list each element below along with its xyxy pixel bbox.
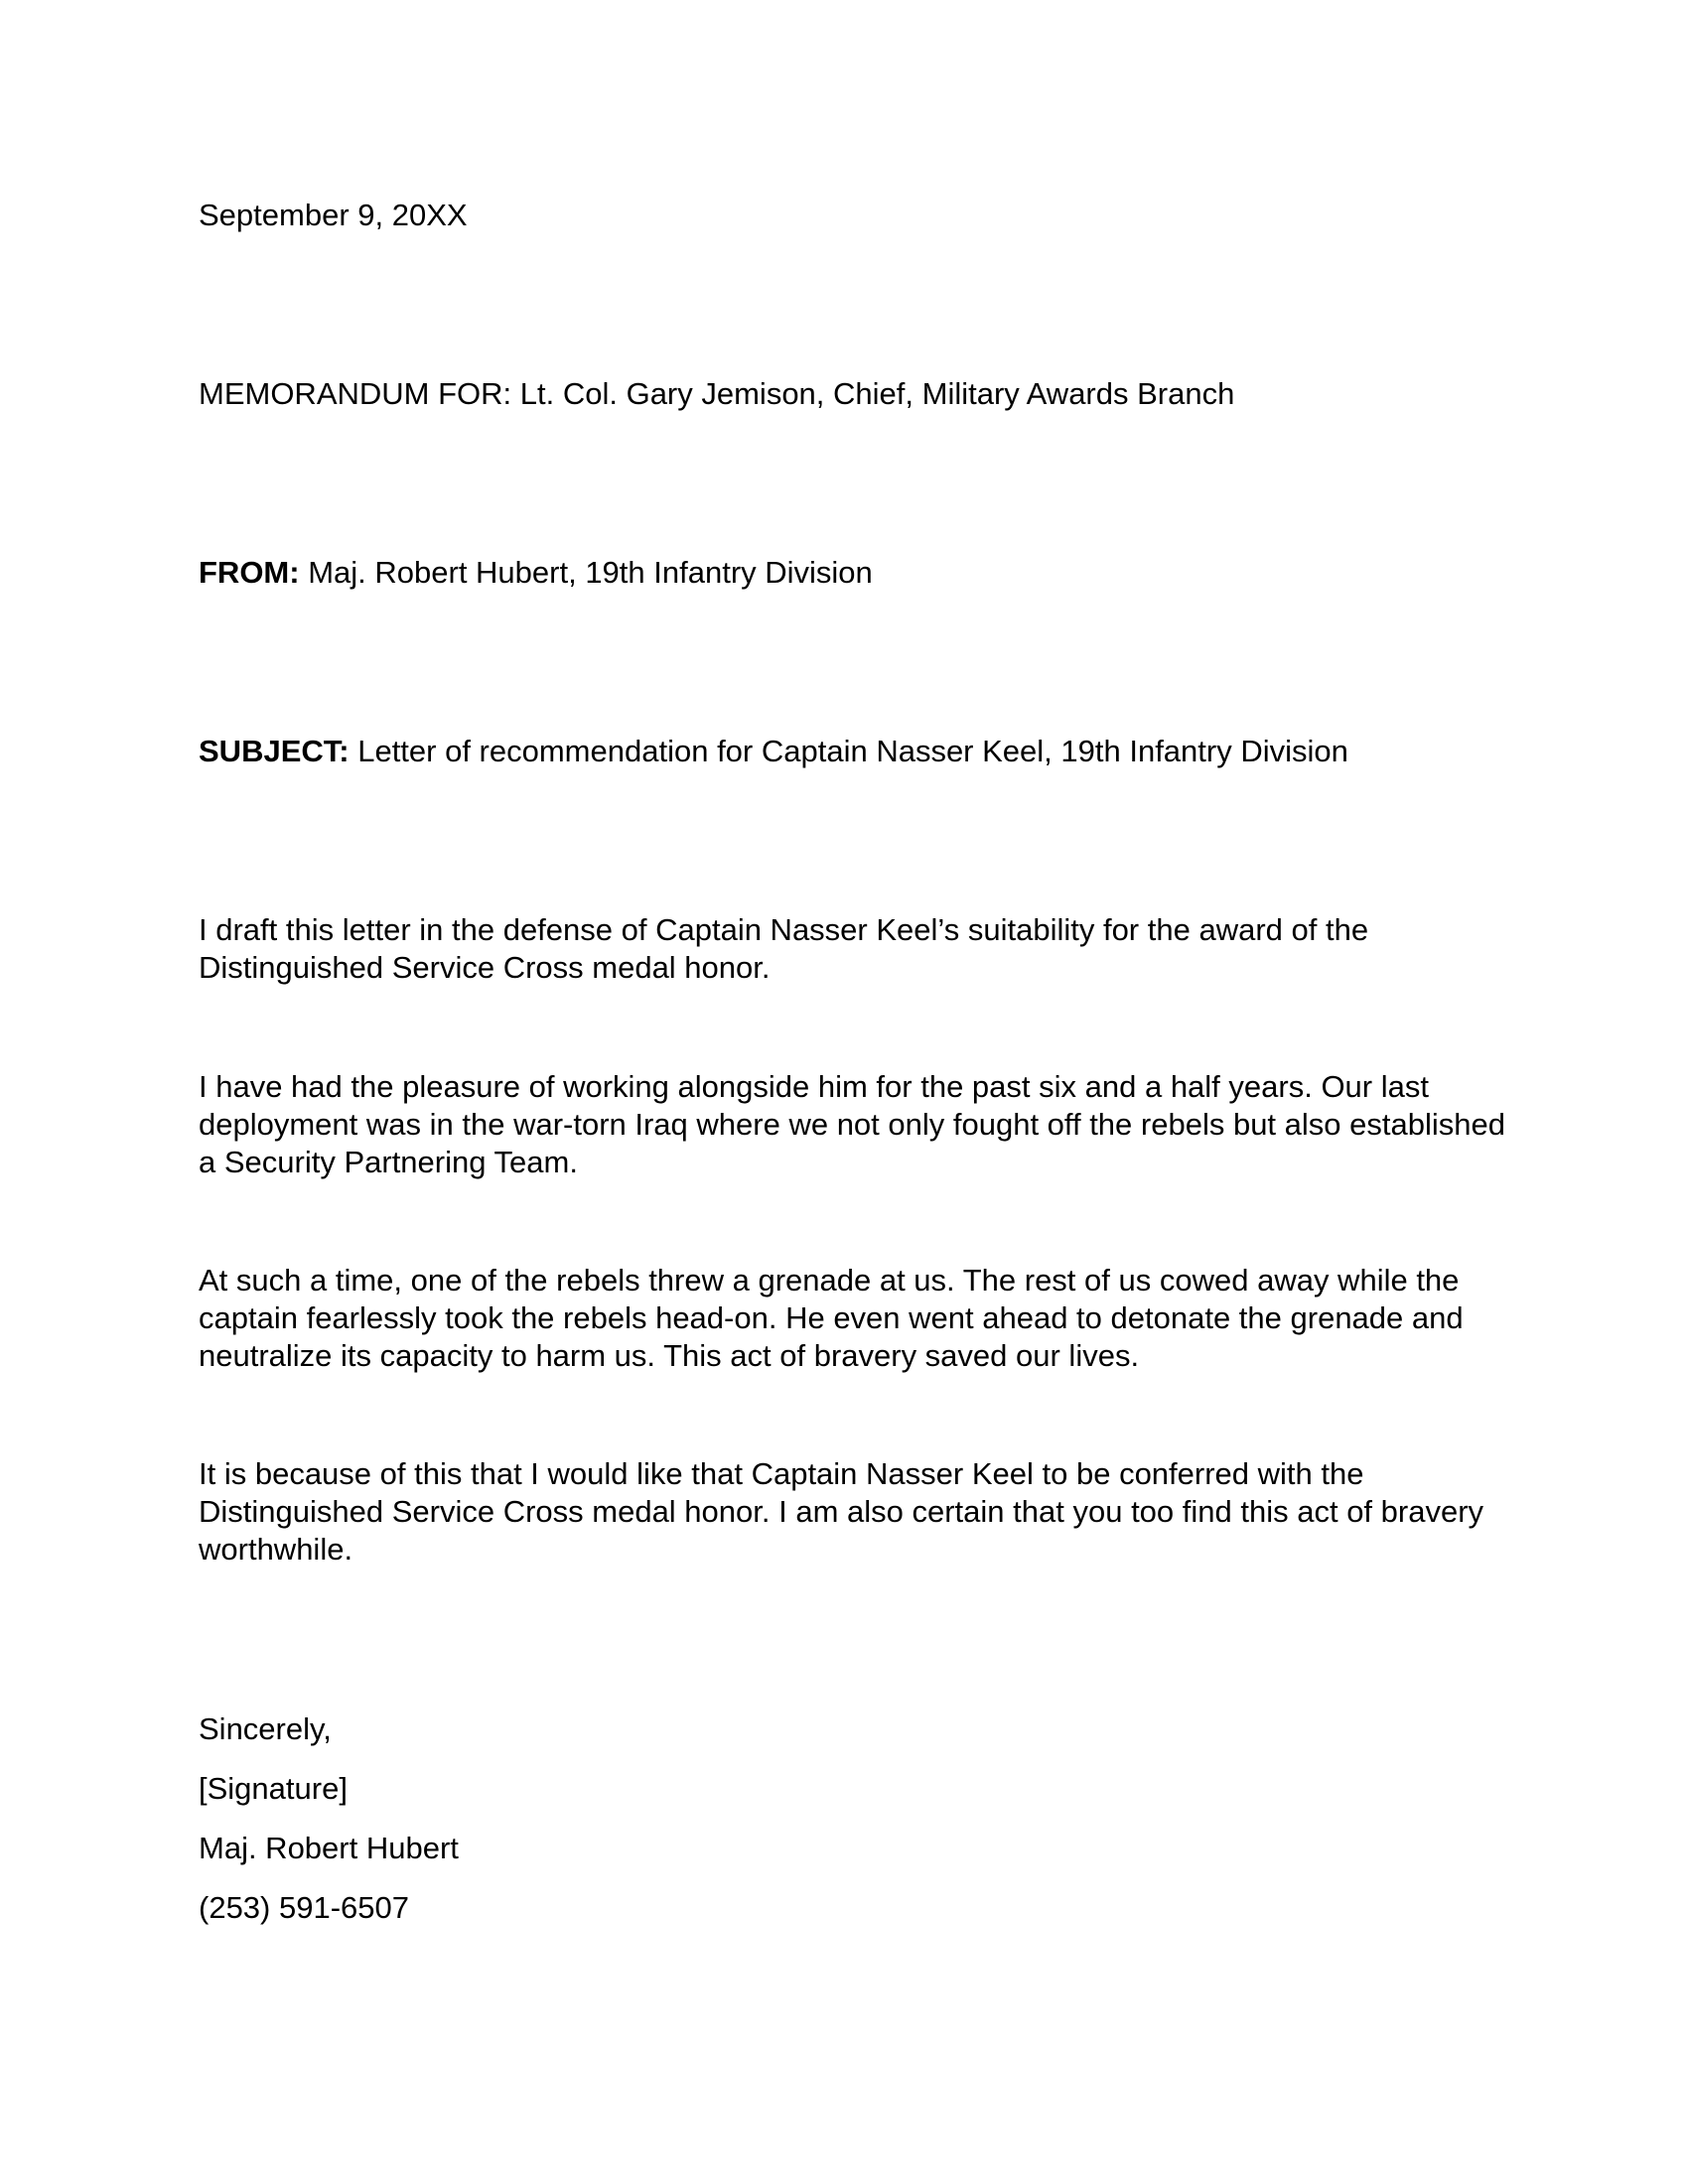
body-paragraph-2: I have had the pleasure of working alongside him for the past six and a half years. Our last deployment was in the war-torn Iraq where we not only fought off the rebels but also established a Security Partnering Team. <box>199 1069 1505 1179</box>
subject-value: Letter of recommendation for Captain Nasser Keel, 19th Infantry Division <box>349 734 1348 768</box>
from-label: FROM: <box>199 555 300 590</box>
letter-date: September 9, 20XX <box>199 198 468 232</box>
signature-placeholder: [Signature] <box>199 1771 348 1806</box>
body-paragraph-3: At such a time, one of the rebels threw a grenade at us. The rest of us cowed away while the captain fearlessly took the rebels head-on. He even went ahead to detonate the grenade and neutralize its capacity to harm us. This act of bravery saved our lives. <box>199 1263 1464 1373</box>
subject-line <box>199 733 1348 770</box>
body-paragraph-1: I draft this letter in the defense of Captain Nasser Keel’s suitability for the award of the Distinguished Service Cross medal honor. <box>199 912 1369 985</box>
from-value: Maj. Robert Hubert, 19th Infantry Division <box>299 555 873 590</box>
body-paragraph-4: It is because of this that I would like that Captain Nasser Keel to be conferred with the Distinguished Service Cross medal honor. I am also certain that you too find this act of bravery worthwhile. <box>199 1456 1484 1567</box>
memorandum-for-line: MEMORANDUM FOR: Lt. Col. Gary Jemison, Chief, Military Awards Branch <box>199 376 1235 411</box>
subject-label: SUBJECT: <box>199 734 350 768</box>
closing-salutation: Sincerely, <box>199 1711 332 1746</box>
sender-name: Maj. Robert Hubert <box>199 1831 459 1865</box>
from-line <box>199 554 873 592</box>
sender-phone: (253) 591-6507 <box>199 1890 409 1925</box>
